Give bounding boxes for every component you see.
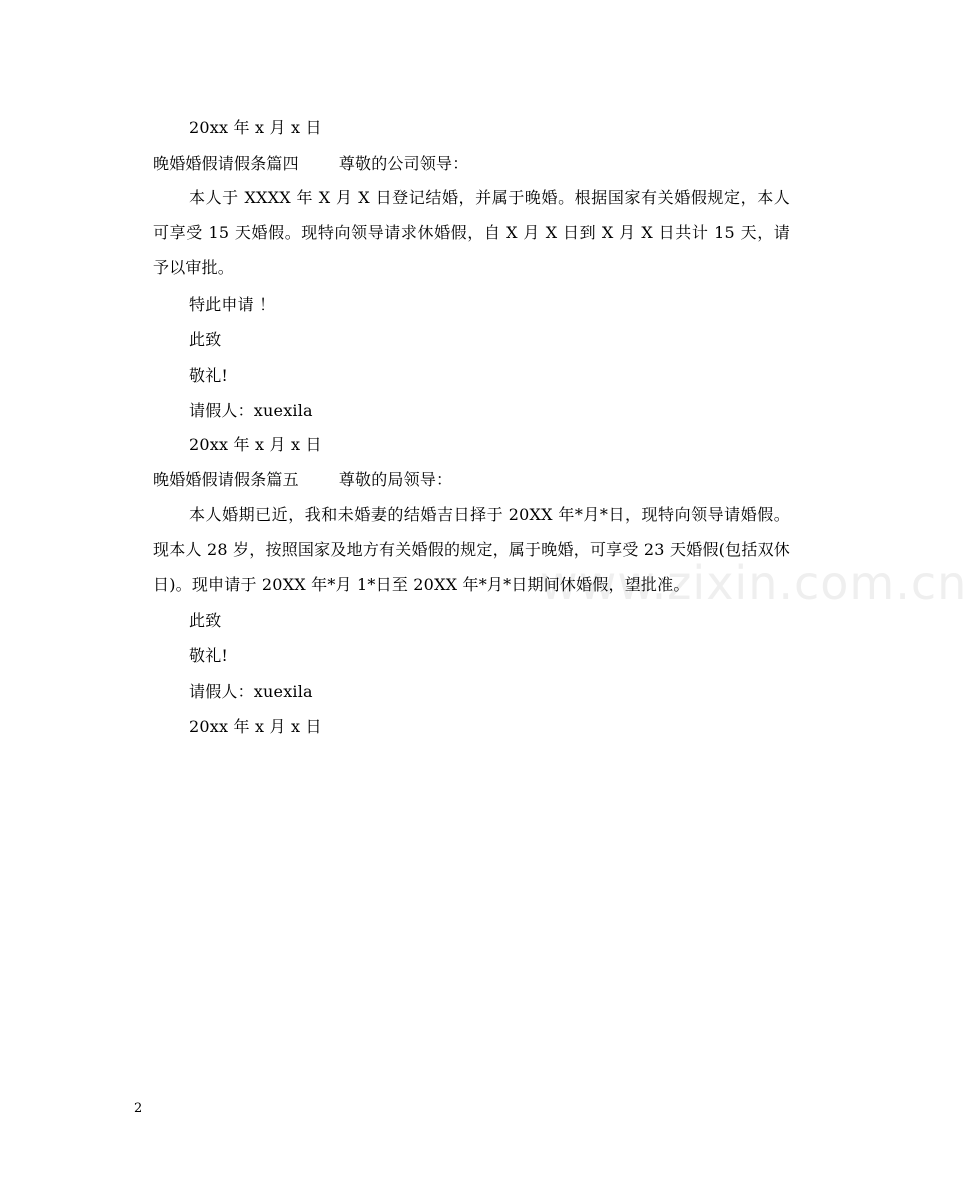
section4-heading — [153, 154, 468, 174]
section5-closing-1: 此致 — [189, 611, 222, 630]
section4-applicant: 请假人：xuexila — [189, 401, 313, 420]
section5-date: 20xx 年 x 月 x 日 — [189, 717, 322, 736]
section5-body: 本人婚期已近，我和未婚妻的结婚吉日择于 20XX 年*月*日，现特向领导请婚假。现本人 28 岁，按照国家及地方有关婚假的规定，属于晚婚，可享受 23 天婚假(包括双休日)。现申请于 20XX 年*月 1*日至 20XX 年*月*日期间休婚假，望批准。 — [153, 505, 790, 594]
top-date: 20xx 年 x 月 x 日 — [189, 118, 322, 137]
section5-heading — [153, 470, 452, 490]
section5-applicant: 请假人：xuexila — [189, 682, 313, 701]
section5-title: 晚婚婚假请假条篇五 — [153, 470, 299, 489]
page-number: 2 — [134, 1101, 143, 1116]
section4-salutation: 尊敬的公司领导： — [338, 154, 469, 173]
section4-date: 20xx 年 x 月 x 日 — [189, 435, 322, 454]
section4-closing-2: 敬礼! — [189, 366, 229, 385]
section4-request: 特此申请 ！ — [189, 295, 276, 314]
watermark: www.zixin.com.cn — [540, 556, 967, 610]
section4-body: 本人于 XXXX 年 X 月 X 日登记结婚，并属于晚婚。根据国家有关婚假规定，本人可享受 15 天婚假。现特向领导请求休婚假，自 X 月 X 日到 X 月 X 日共计 15 天，请予以审批。 — [153, 188, 790, 277]
section5-closing-2: 敬礼! — [189, 646, 229, 665]
section4-closing-1: 此致 — [189, 330, 222, 349]
section5-salutation: 尊敬的局领导： — [338, 470, 453, 489]
section4-title: 晚婚婚假请假条篇四 — [153, 154, 299, 173]
